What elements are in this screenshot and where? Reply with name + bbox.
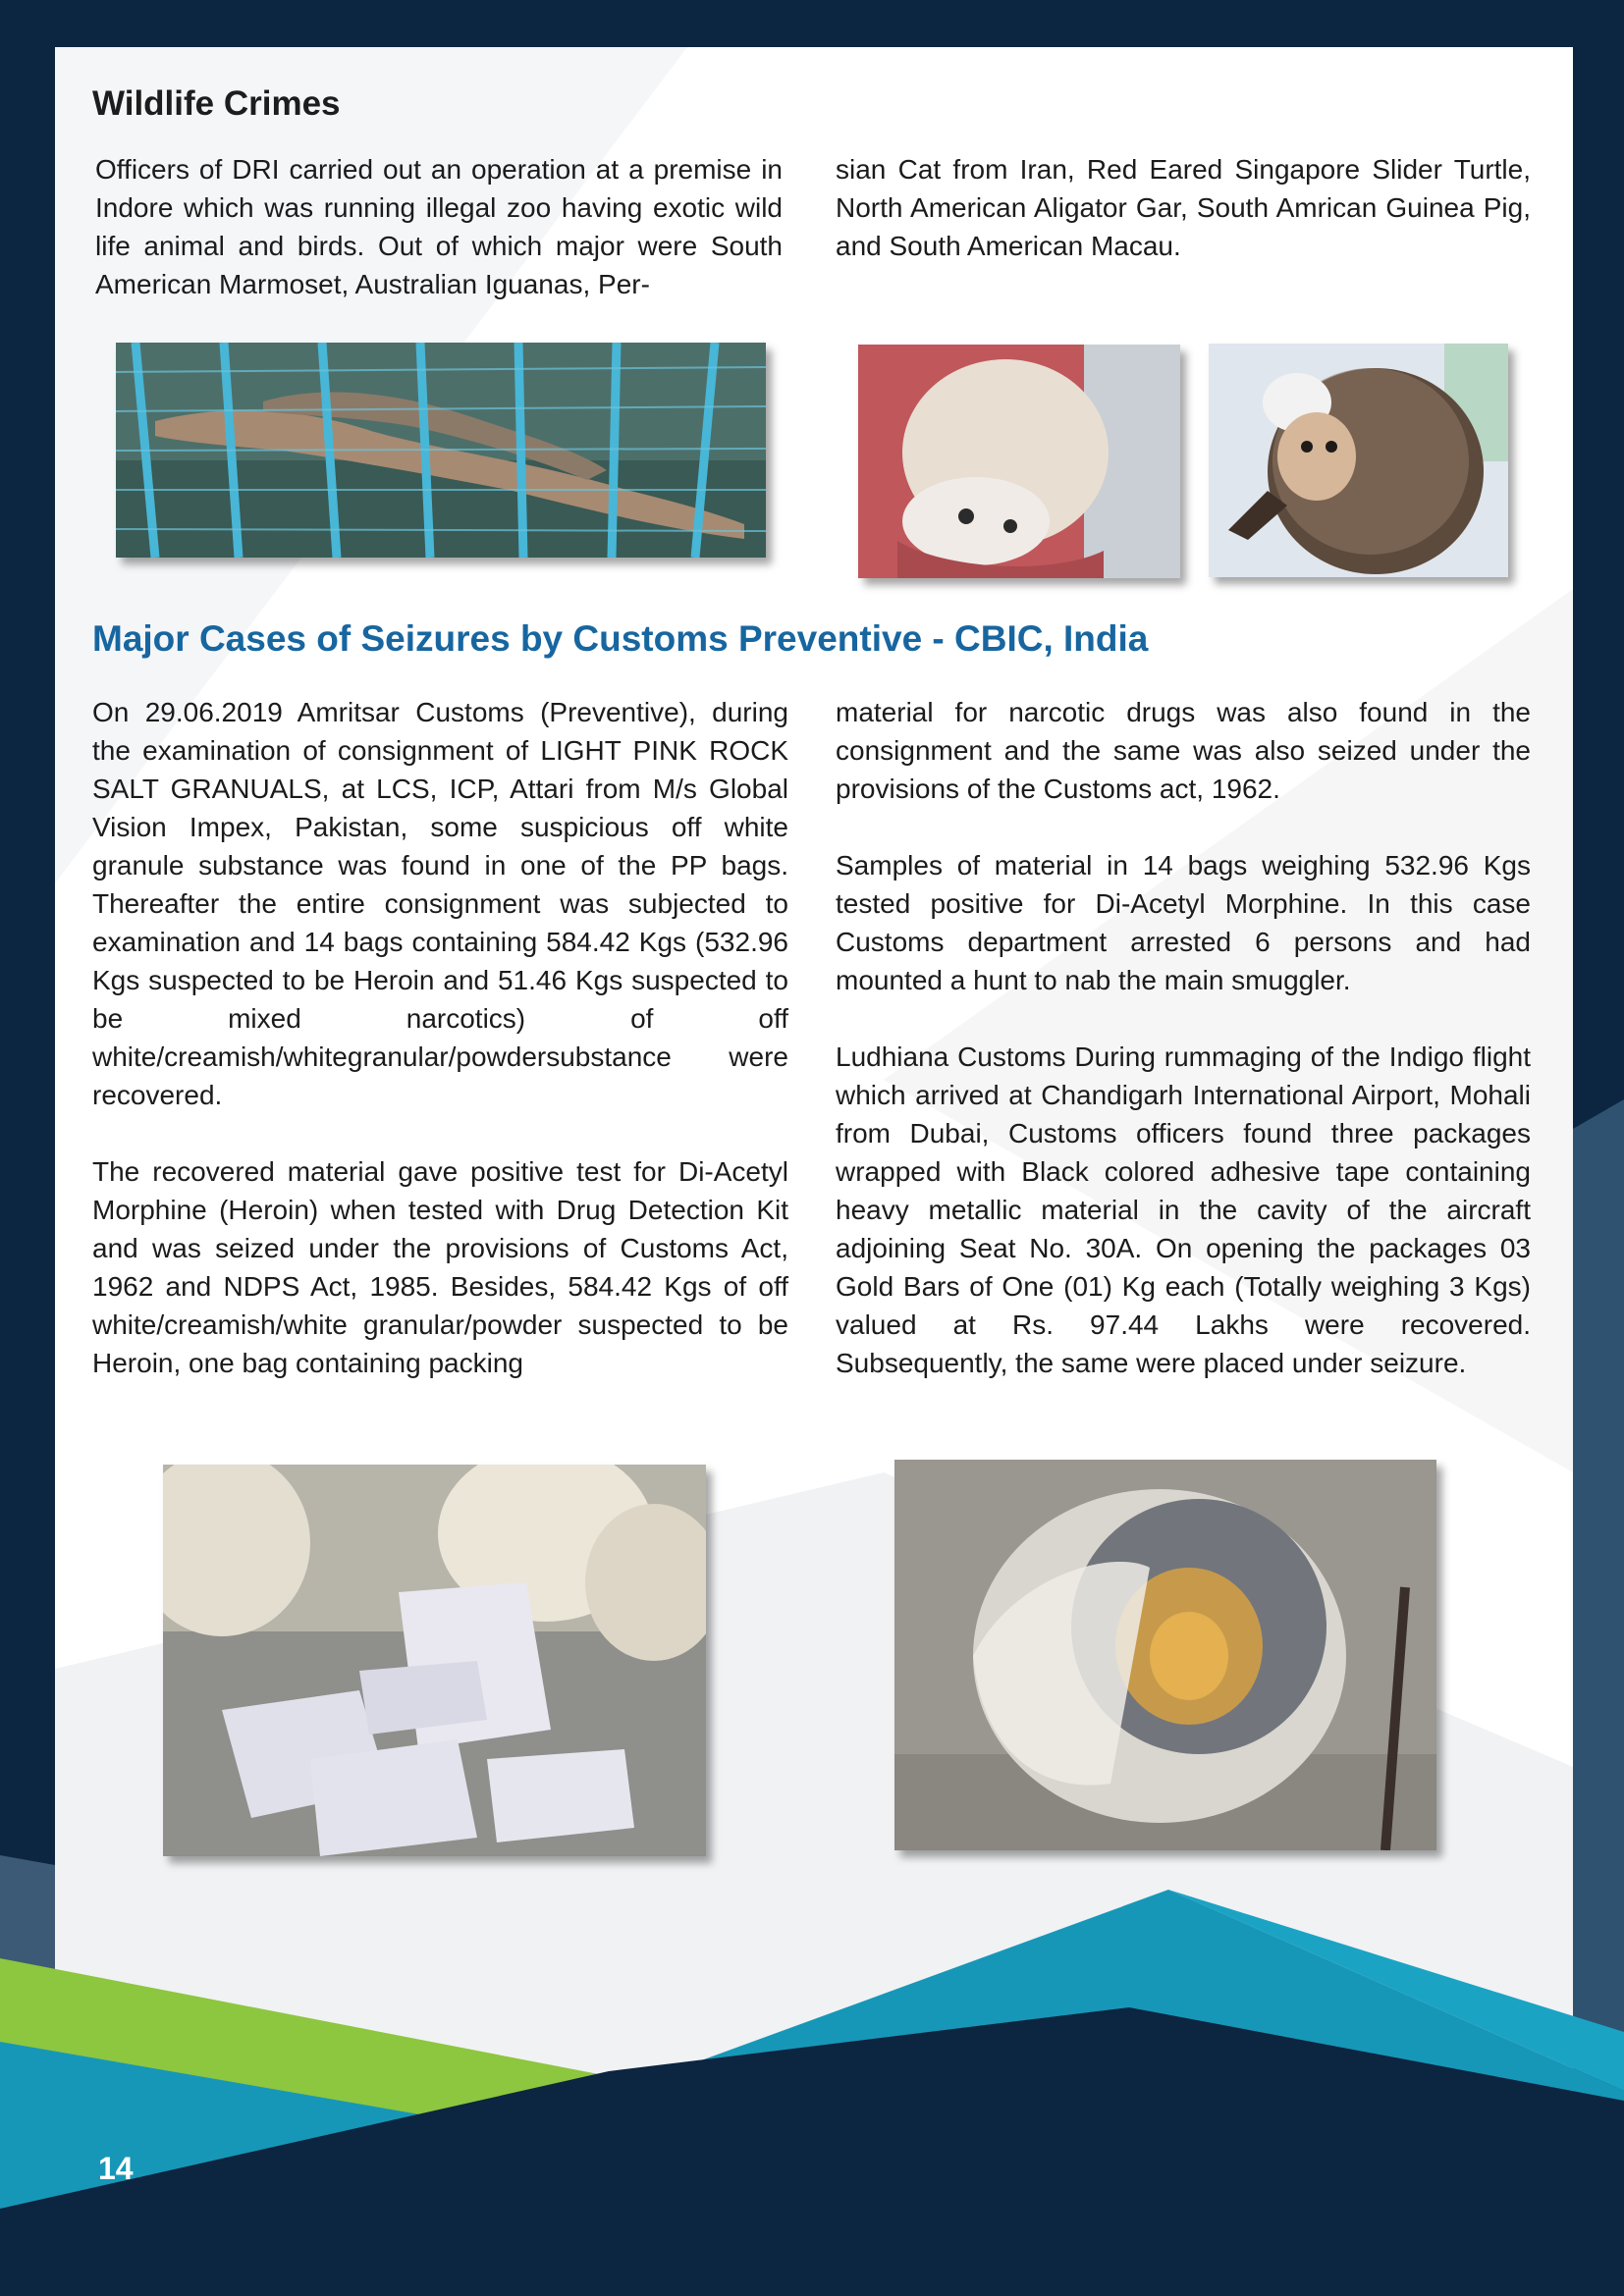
wildlife-crimes-heading: Wildlife Crimes xyxy=(92,84,341,123)
seized-heroin-bags-photo xyxy=(163,1465,706,1856)
packing-material-paragraph: material for narcotic drugs was also found in the consignment and the same was also seized under the provisions of the Customs act, 1962. xyxy=(836,697,1531,804)
persian-cat-photo xyxy=(858,345,1180,578)
wildlife-paragraph-2: sian Cat from Iran, Red Eared Singapore Slider Turtle, North American Aligator Gar, South Amrican Guinea Pig, and South American Macau. xyxy=(836,154,1531,261)
ludhiana-paragraph: Ludhiana Customs During rummaging of the Indigo flight which arrived at Chandigarh International Airport, Mohali from Dubai, Customs officers found three packages wrapped with Black colored adhesive tape containing heavy metallic material in the cavity of the aircraft adjoining Seat No. 30A. On opening the packages 03 Gold Bars of One (01) Kg each (Totally weighing 3 Kgs) valued at Rs. 97.44 Lakhs were recovered. Subsequently, the same were placed under seizure. xyxy=(836,1041,1531,1378)
wildlife-text-column-right xyxy=(836,150,1531,265)
amritsar-paragraph: On 29.06.2019 Amritsar Customs (Preventive), during the examination of consignment of LIGHT PINK ROCK SALT GRANUALS, at LCS, ICP, Attari from M/s Global Vision Impex, Pakistan, some suspicious off white granule substance was found in one of the PP bags. Thereafter the entire consignment was subjected to examination and 14 bags containing 584.42 Kgs (532.96 Kgs suspected to be Heroin and 51.46 Kgs suspected to be mixed narcotics) of off white/creamish/whitegranular/powdersubstance were recovered. xyxy=(92,697,788,1110)
iguanas-in-cage-photo xyxy=(116,343,766,558)
samples-paragraph: Samples of material in 14 bags weighing 532.96 Kgs tested positive for Di-Acetyl Morphine. In this case Customs department arrested 6 persons and had mounted a hunt to nab the main smuggler. xyxy=(836,850,1531,995)
recovered-material-paragraph: The recovered material gave positive test for Di-Acetyl Morphine (Heroin) when tested with Drug Detection Kit and was seized under the provisions of Customs Act, 1962 and NDPS Act, 1985. Besides, 584.42 Kgs of off white/creamish/white granular/powder suspected to be Heroin, one bag containing packing xyxy=(92,1156,788,1378)
major-cases-heading: Major Cases of Seizures by Customs Preventive - CBIC, India xyxy=(92,618,1149,659)
gold-bars-package-photo xyxy=(894,1460,1436,1850)
page-number: 14 xyxy=(98,2151,134,2186)
wildlife-paragraph-1: Officers of DRI carried out an operation at a premise in Indore which was running illegal zoo having exotic wild life animal and birds. Out of which major were South American Marmoset, Australian Iguanas, Per- xyxy=(95,154,783,299)
customs-text-column-left xyxy=(92,693,788,1382)
marmoset-photo xyxy=(1209,344,1508,577)
customs-text-column-right xyxy=(836,693,1531,1382)
wildlife-text-column-left xyxy=(95,150,783,303)
